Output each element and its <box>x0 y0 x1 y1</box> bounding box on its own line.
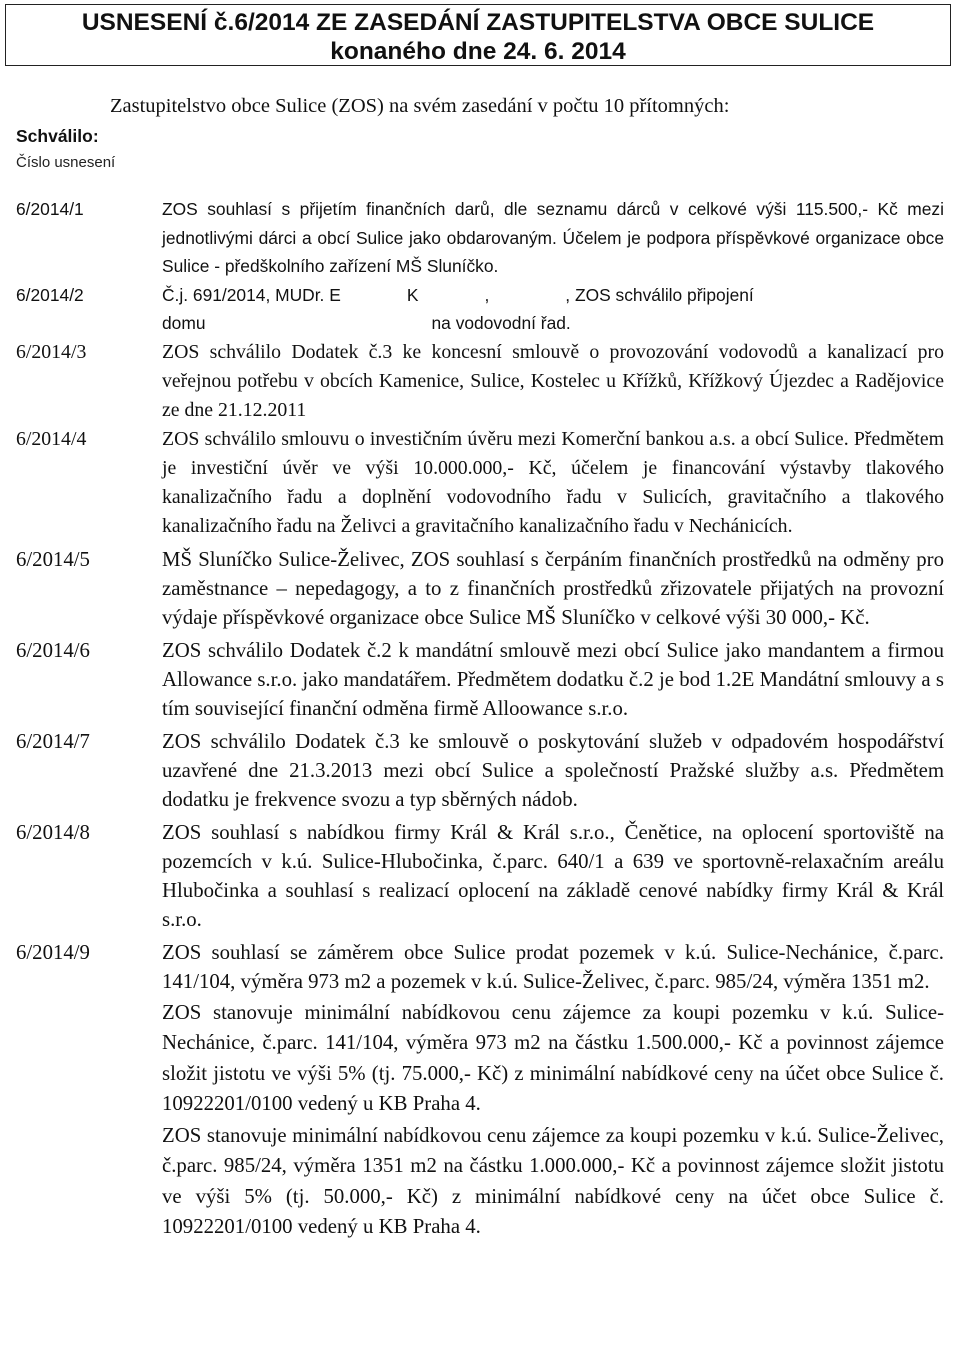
resolution-item <box>0 636 960 723</box>
resolution-text-part: , <box>484 284 490 305</box>
resolution-item <box>0 425 960 541</box>
document-header <box>5 4 951 66</box>
resolution-text <box>162 938 944 1243</box>
resolution-text: ZOS schválilo Dodatek č.3 ke smlouvě o poskytování služeb v odpadovém hospodářství uzavřené dne 21.3.2013 mezi obcí Sulice a společností Pražské služby a.s. Předmětem dodatku je frekvence svozu a typ sběrných nádob. <box>162 729 944 811</box>
resolution-item <box>0 727 960 814</box>
resolution-text-part: na vodovodní řad. <box>431 313 571 333</box>
resolution-number: 6/2014/3 <box>16 340 87 363</box>
resolution-text <box>162 281 944 338</box>
resolution-text: ZOS souhlasí s přijetím finančních darů, dle seznamu dárců v celkové výši 115.500,- Kč mezi jednotlivými dárci a obcí Sulice jako obdarovaným. Účelem je podpora příspěvkové organizace obce Sulice - předškolního zařízení MŠ Sluníčko. <box>162 199 944 276</box>
resolution-number: 6/2014/7 <box>16 729 90 753</box>
resolution-text: ZOS schválilo smlouvu o investičním úvěru mezi Komerční bankou a.s. a obcí Sulice. Předmětem je investiční úvěr ve výši 10.000.000,- Kč, účelem je financování výstavby tlakového kanalizačního řadu a doplnění vodovodního řadu v Sulicích, gravitačního a tlakového kanalizačního řadu na Želivci a gravitačního kanalizačního řadu v Nechánicích. <box>162 427 944 537</box>
resolution-item <box>0 818 960 934</box>
resolution-number: 6/2014/2 <box>16 284 84 305</box>
resolution-text-part: K <box>406 284 419 305</box>
resolution-item <box>0 545 960 632</box>
resolution-paragraph: ZOS stanovuje minimální nabídkovou cenu zájemce za koupi pozemku v k.ú. Sulice-Želivec, č.parc. 985/24, výměra 1351 m2 na částku 1.000.000,- Kč a povinnost zájemce složit jistotu ve výši 5% (tj. 50.000,- Kč) z minimální nabídkové ceny na účet obce Sulice č. 10922201/0100 vedený u KB Praha 4. <box>162 1123 944 1238</box>
resolution-paragraph: ZOS souhlasí se záměrem obce Sulice prodat pozemek v k.ú. Sulice-Nechánice, č.parc. 141/104, výměra 973 m2 a pozemek v k.ú. Sulice-Želivec, č.parc. 985/24, výměra 1351 m2. <box>162 940 944 993</box>
resolution-text: ZOS schválilo Dodatek č.3 ke koncesní smlouvě o provozování vodovodů a kanalizací pro veřejnou potřebu v obcích Kamenice, Sulice, Kostelec u Křížků, Křížkový Újezdec a Radějovice ze dne 21.12.2011 <box>162 340 944 421</box>
resolution-item <box>0 195 960 281</box>
resolution-item <box>0 938 960 1243</box>
resolution-number: 6/2014/5 <box>16 547 90 571</box>
resolution-text-part: , ZOS schválilo připojení <box>565 284 754 305</box>
resolution-list <box>0 195 960 1243</box>
resolution-number-label: Číslo usnesení <box>16 154 116 171</box>
approved-label: Schválilo: <box>16 126 99 146</box>
resolution-number: 6/2014/6 <box>16 638 90 662</box>
resolution-number: 6/2014/8 <box>16 820 90 844</box>
resolution-text: MŠ Sluníčko Sulice-Želivec, ZOS souhlasí s čerpáním finančních prostředků na odměny pro zaměstnance – nepedagogy, a to z finančních prostředků zřizovatele přijatých na provozní výdaje příspěvkové organizace obce Sulice MŠ Sluníčko v celkové výši 30 000,- Kč. <box>162 547 944 629</box>
document-title: USNESENÍ č.6/2014 ZE ZASEDÁNÍ ZASTUPITELSTVA OBCE SULICE <box>81 9 875 36</box>
resolution-paragraph: ZOS stanovuje minimální nabídkovou cenu zájemce za koupi pozemku v k.ú. Sulice-Nechánice, č.parc. 141/104, výměra 973 m2 na částku 1.500.000,- Kč a povinnost zájemce složit jistotu ve výši 5% (tj. 75.000,- Kč) z minimální nabídkové ceny na účet obce Sulice č. 10922201/0100 vedený u KB Praha 4. <box>162 1000 944 1115</box>
resolution-text: ZOS souhlasí s nabídkou firmy Král & Král s.r.o., Čenětice, na oplocení sportoviště na pozemcích v k.ú. Sulice-Hlubočinka, č.parc. 640/1 a 639 ve sportovně-relaxačním areálu Hlubočinka a souhlasí s realizací oplocení na základě cenové nabídky firmy Král & Král s.r.o. <box>162 820 944 931</box>
resolution-number: 6/2014/9 <box>16 940 90 964</box>
resolution-text: ZOS schválilo Dodatek č.2 k mandátní smlouvě mezi obcí Sulice jako mandantem a firmou Allowance s.r.o. jako mandatářem. Předmětem dodatku č.2 je bod 1.2E Mandátní smlouvy a s tím související finanční odměna firmě Alloowance s.r.o. <box>162 638 944 720</box>
resolution-item <box>0 338 960 425</box>
resolution-text-part: Č.j. 691/2014, MUDr. E <box>162 284 341 305</box>
meeting-date: konaného dne 24. 6. 2014 <box>330 38 626 65</box>
resolution-text-part: domu <box>162 313 206 333</box>
resolution-number: 6/2014/4 <box>16 427 87 450</box>
resolution-number: 6/2014/1 <box>16 199 84 219</box>
intro-text: Zastupitelstvo obce Sulice (ZOS) na svém zasedání v počtu 10 přítomných: <box>110 95 730 117</box>
resolution-item <box>0 281 960 338</box>
